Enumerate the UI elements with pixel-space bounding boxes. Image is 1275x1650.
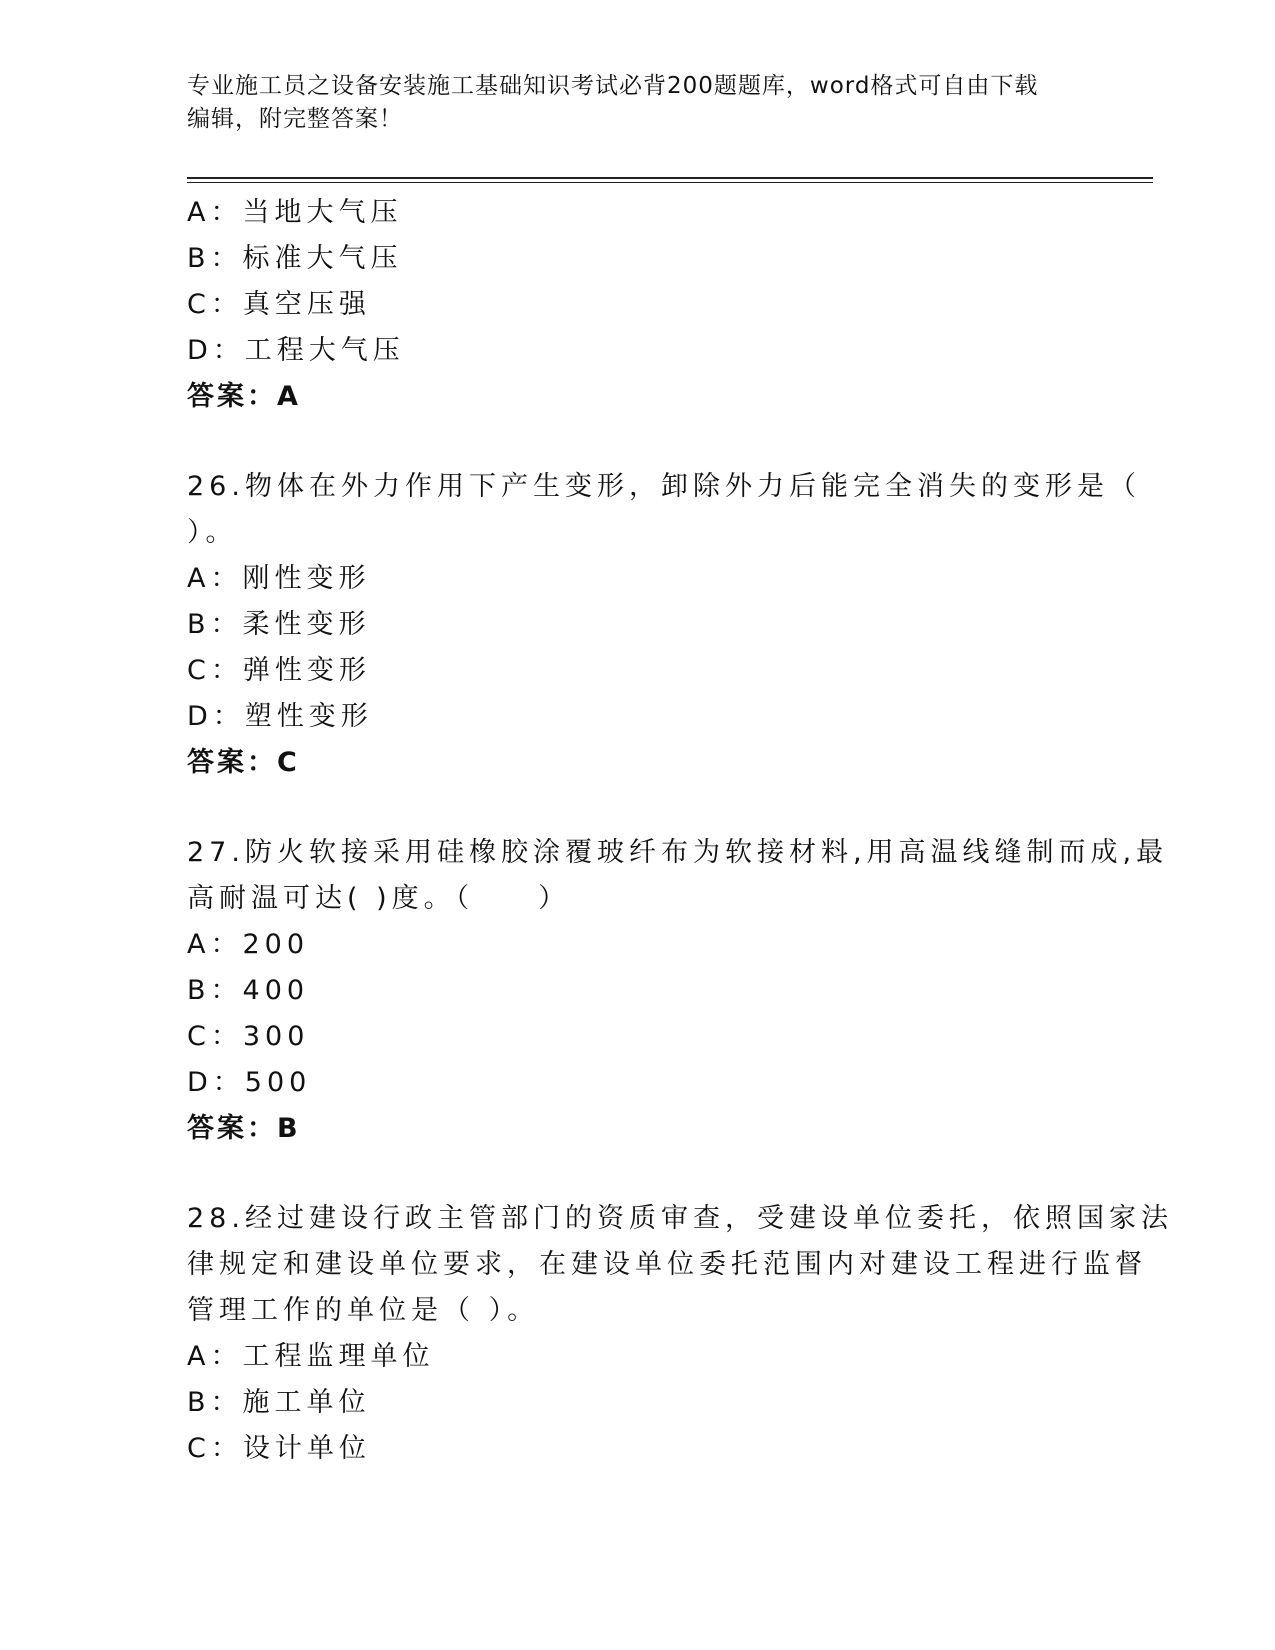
option-c: C：300 <box>187 1021 310 1052</box>
answer-line: 答案：B <box>187 1113 301 1144</box>
option-b: B：标准大气压 <box>187 243 403 274</box>
option-b: B：400 <box>187 975 310 1006</box>
question-stem-line-1: 26.物体在外力作用下产生变形，卸除外力后能完全消失的变形是（ <box>187 471 1141 502</box>
question-stem-line-1: 27.防火软接采用硅橡胶涂覆玻纤布为软接材料,用高温线缝制而成,最 <box>187 837 1169 868</box>
question-stem-line-2: 律规定和建设单位要求，在建设单位委托范围内对建设工程进行监督 <box>187 1249 1147 1280</box>
spacer <box>187 786 1087 830</box>
option-b: B：施工单位 <box>187 1387 371 1418</box>
question-stem-line-2: 高耐温可达( )度。（ ） <box>187 883 571 914</box>
option-a: A：当地大气压 <box>187 197 403 228</box>
option-d: D：塑性变形 <box>187 701 373 732</box>
option-c: C：真空压强 <box>187 289 371 320</box>
question-stem-line-3: 管理工作的单位是（ ）。 <box>187 1295 540 1326</box>
option-d: D：500 <box>187 1067 312 1098</box>
option-b: B：柔性变形 <box>187 609 371 640</box>
question-25-block <box>187 190 1087 420</box>
question-stem-line-1: 28.经过建设行政主管部门的资质审查，受建设单位委托，依照国家法 <box>187 1203 1173 1234</box>
answer-line: 答案：A <box>187 381 301 412</box>
header-line-1: 专业施工员之设备安装施工基础知识考试必背200题题库，word格式可自由下载 <box>187 73 1039 99</box>
answer-line: 答案：C <box>187 747 300 778</box>
header-line-2: 编辑，附完整答案！ <box>187 106 403 132</box>
option-c: C：弹性变形 <box>187 655 371 686</box>
question-content <box>187 190 1173 1472</box>
option-a: A：200 <box>187 929 310 960</box>
question-28-block <box>187 1196 1173 1472</box>
option-c: C：设计单位 <box>187 1433 371 1464</box>
option-d: D：工程大气压 <box>187 335 405 366</box>
spacer <box>187 1152 1087 1196</box>
option-a: A：工程监理单位 <box>187 1341 435 1372</box>
question-27-block <box>187 830 1169 1152</box>
spacer <box>187 420 1087 464</box>
question-stem-line-2: ）。 <box>187 517 238 548</box>
question-26-block <box>187 464 1141 786</box>
option-a: A：刚性变形 <box>187 563 371 594</box>
header-divider <box>187 177 1153 183</box>
page-header <box>187 70 1067 136</box>
